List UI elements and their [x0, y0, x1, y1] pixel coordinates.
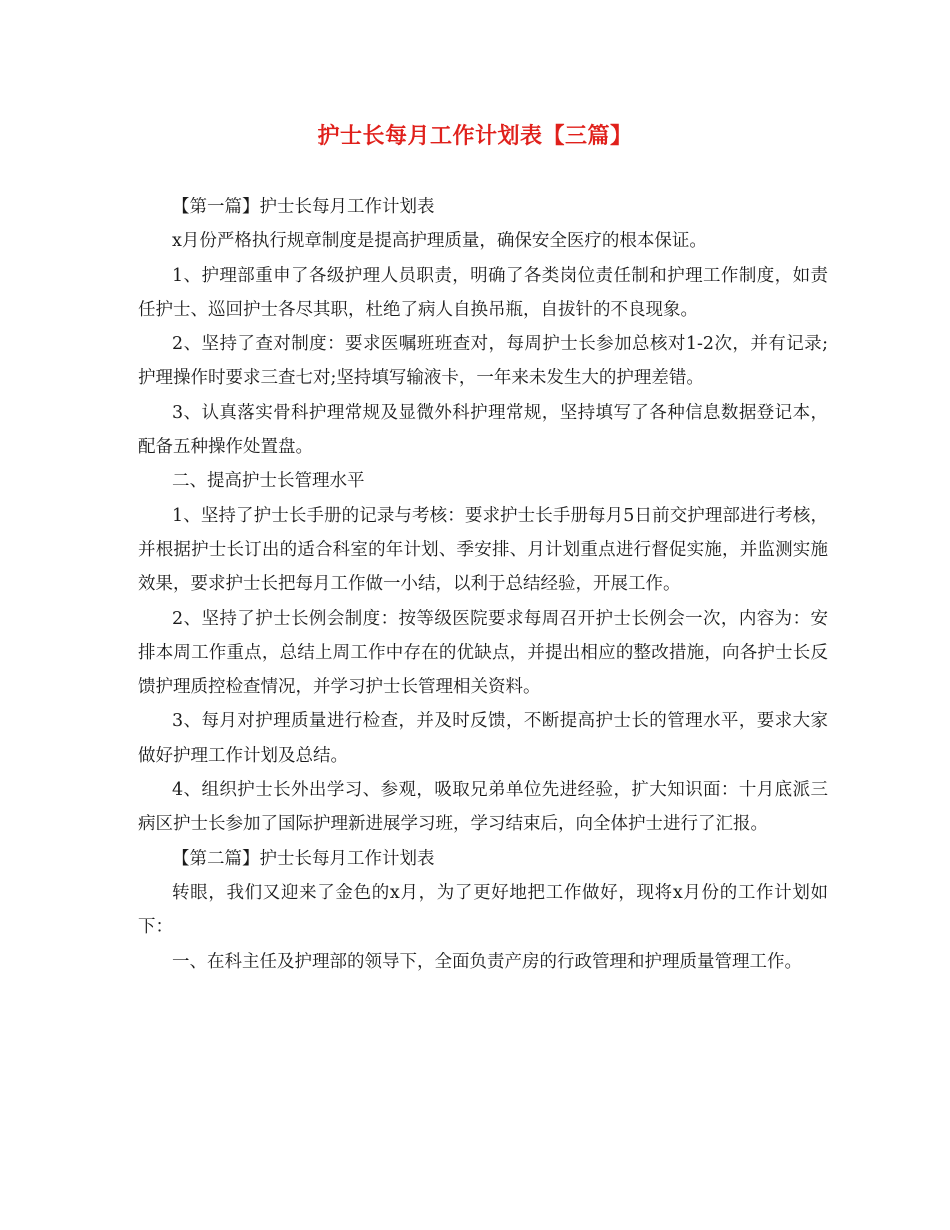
paragraph-3: 1、护理部重申了各级护理人员职责，明确了各类岗位责任制和护理工作制度，如责任护士、巡回护士各尽其职，杜绝了病人自换吊瓶，自拔针的不良现象。 — [138, 265, 828, 320]
paragraph-6: 二、提高护士长管理水平 — [172, 471, 365, 492]
document-body — [138, 190, 828, 979]
paragraph-10: 4、组织护士长外出学习、参观，吸取兄弟单位先进经验，扩大知识面：十月底派三病区护士长参加了国际护理新进展学习班，学习结束后，向全体护士进行了汇报。 — [138, 780, 828, 835]
paragraph-8: 2、坚持了护士长例会制度：按等级医院要求每周召开护士长例会一次，内容为：安排本周工作重点，总结上周工作中存在的优缺点，并提出相应的整改措施，向各护士长反馈护理质控检查情况，并学习护士长管理相关资料。 — [138, 608, 828, 698]
document-title: 护士长每月工作计划表【三篇】 — [317, 123, 633, 149]
paragraph-9: 3、每月对护理质量进行检查，并及时反馈，不断提高护士长的管理水平，要求大家做好护理工作计划及总结。 — [138, 711, 828, 766]
paragraph-1: 【第一篇】护士长每月工作计划表 — [172, 197, 435, 217]
paragraph-13: 一、在科主任及护理部的领导下，全面负责产房的行政管理和护理质量管理工作。 — [172, 951, 802, 972]
paragraph-11: 【第二篇】护士长每月工作计划表 — [172, 848, 435, 869]
paragraph-5: 3、认真落实骨科护理常规及显微外科护理常规，坚持填写了各种信息数据登记本，配备五种操作处置盘。 — [138, 402, 828, 458]
paragraph-4: 2、坚持了查对制度：要求医嘱班班查对，每周护士长参加总核对1-2次，并有记录;护理操作时要求三查七对;坚持填写输液卡，一年来未发生大的护理差错。 — [138, 334, 828, 389]
paragraph-12: 转眼，我们又迎来了金色的x月，为了更好地把工作做好，现将x月份的工作计划如下： — [138, 882, 828, 938]
paragraph-2: x月份严格执行规章制度是提高护理质量，确保安全医疗的根本保证。 — [172, 231, 707, 252]
paragraph-7: 1、坚持了护士长手册的记录与考核：要求护士长手册每月5日前交护理部进行考核，并根据护士长订出的适合科室的年计划、季安排、月计划重点进行督促实施，并监测实施效果，要求护士长把每月工作做一小结，以利于总结经验，开展工作。 — [138, 505, 828, 595]
